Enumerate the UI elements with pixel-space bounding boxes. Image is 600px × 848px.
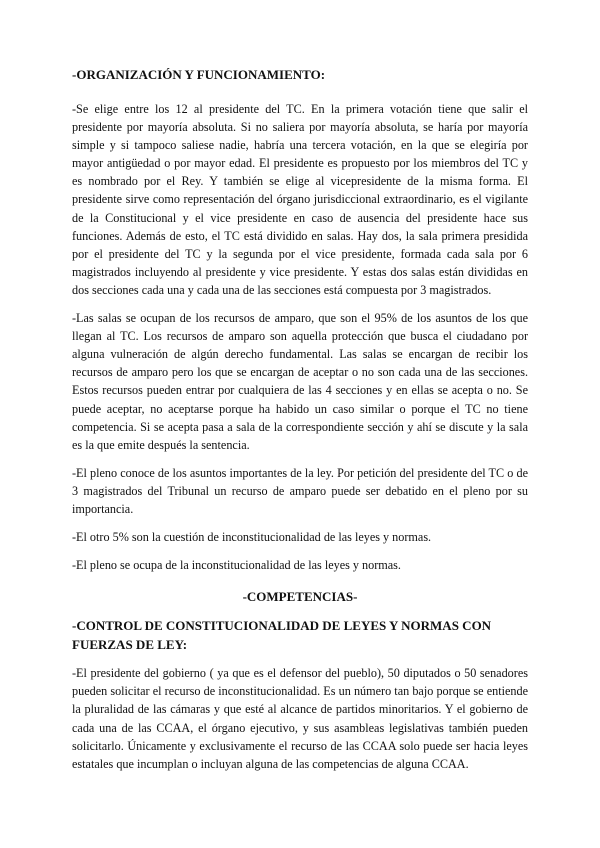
paragraph-otro-5: -El otro 5% son la cuestión de inconstitucionalidad de las leyes y normas. xyxy=(72,530,432,545)
document-page xyxy=(72,66,528,783)
paragraph-salas: -Las salas se ocupan de los recursos de amparo, que son el 95% de los asuntos de los que llegan al TC. Los recursos de amparo son aquella protección que busca el ciudadano por alguna vulneración de algún derecho fundamental. Las salas se encargan de recibir los recursos de amparo pero los que se encargan de aceptar o no son cada una de las secciones. Estos recursos pueden entrar por cualquiera de las 4 secciones y en ellas se acepta o no. Se puede aceptar, no aceptarse porque ha habido un caso similar o porque el TC no tiene competencia. Si se acepta pasa a sala de la correspondiente sección y ahí se discute y la sala es la que emite después la sentencia. xyxy=(72,311,528,452)
section-heading-control: -CONTROL DE CONSTITUCIONALIDAD DE LEYES Y NORMAS CON FUERZAS DE LEY: xyxy=(72,618,492,653)
paragraph-pleno-inconstitucionalidad: -El pleno se ocupa de la inconstitucionalidad de las leyes y normas. xyxy=(72,558,401,573)
paragraph-presidente: -Se elige entre los 12 al presidente del TC. En la primera votación tiene que salir el presidente por mayoría absoluta. Si no saliera por mayoría absoluta, se haría por mayoría simple y si tampoco saliese nadie, habría una tercera votación, en la que se elegiría por mayor antigüedad o por mayor edad. El presidente es propuesto por los miembros del TC y es nombrado por el Rey. Y también se elige al vicepresidente de la misma forma. El presidente sirve como representación del órgano jurisdiccional extraordinario, es el vigilante de la Constitucional y el vice presidente en caso de ausencia del presidente hace sus funciones. Además de esto, el TC está dividido en salas. Hay dos, la sala primera presidida por el presidente del TC y la segunda por el vice presidente, formada cada sala por 6 magistrados incluyendo al presidente y vice presidente. Y estas dos salas están divididas en dos secciones cada una y cada una de las secciones está compuesta por 3 magistrados. xyxy=(72,102,528,297)
section-heading-competencias: -COMPETENCIAS- xyxy=(242,589,358,605)
paragraph-pleno-asuntos: -El pleno conoce de los asuntos importantes de la ley. Por petición del presidente del TC o de 3 magistrados del Tribunal un recurso de amparo puede ser debatido en el pleno por su importancia. xyxy=(72,465,528,516)
paragraph-recurso-inconstitucionalidad: -El presidente del gobierno ( ya que es el defensor del pueblo), 50 diputados o 50 senadores pueden solicitar el recurso de inconstitucionalidad. Es un número tan bajo porque se entiende la pluralidad de las cámaras y que esté al alcance de partidos minoritarios. Y el gobierno de cada una de las CCAA, el órgano ejecutivo, y sus asambleas legislativas también pueden solicitarlo. Únicamente y exclusivamente el recurso de las CCAA solo puede ser hacia leyes estatales que incumplan o incluyan alguna de las competencias de alguna CCAA. xyxy=(72,666,528,771)
section-heading-organizacion: -ORGANIZACIÓN Y FUNCIONAMIENTO: xyxy=(72,67,326,82)
